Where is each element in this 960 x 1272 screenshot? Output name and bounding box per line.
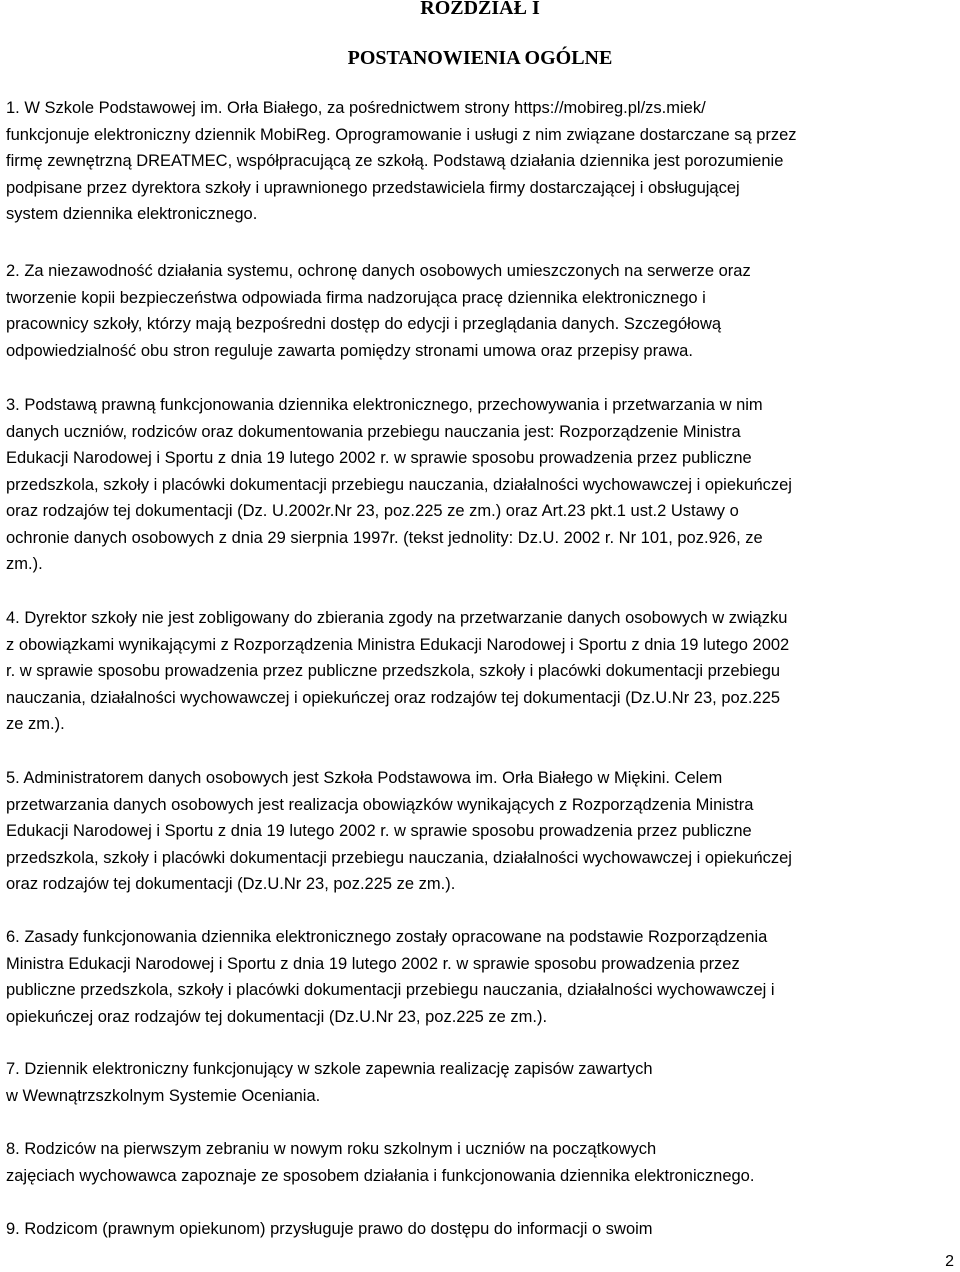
paragraph-5: 5. Administratorem danych osobowych jest Szkoła Podstawowa im. Orła Białego w Miękini. Celem przetwarzania danych osobowych jest realizacja obowiązków wynikających z Rozporządzenia Ministra Edukacji Narodowej i Sportu z dnia 19 lutego 2002 r. w sprawie sposobu prowadzenia przez publiczne przedszkola, szkoły i placówki dokumentacji przebiegu nauczania, działalności wychowawczej i opiekuńczej oraz rodzajów tej dokumentacji (Dz.U.Nr 23, poz.225 ze zm.). <box>6 769 792 893</box>
paragraph-2: 2. Za niezawodność działania systemu, ochronę danych osobowych umieszczonych na serwerze oraz tworzenie kopii bezpieczeństwa odpowiada firma nadzorująca pracę dziennika elektronicznego i pracownicy szkoły, którzy mają bezpośredni dostęp do edycji i przeglądania danych. Szczegółową odpowiedzialność obu stron reguluje zawarta pomiędzy stronami umowa oraz przepisy prawa. <box>6 262 751 360</box>
paragraph-8: 8. Rodziców na pierwszym zebraniu w nowym roku szkolnym i uczniów na początkowych zajęciach wychowawca zapoznaje ze sposobem działania i funkcjonowania dziennika elektronicznego. <box>6 1140 755 1185</box>
paragraph-6: 6. Zasady funkcjonowania dziennika elektronicznego zostały opracowane na podstawie Rozporządzenia Ministra Edukacji Narodowej i Sportu z dnia 19 lutego 2002 r. w sprawie sposobu prowadzenia przez publiczne przedszkola, szkoły i placówki dokumentacji przebiegu nauczania, działalności wychowawczej i opiekuńczej oraz rodzajów tej dokumentacji (Dz.U.Nr 23, poz.225 ze zm.). <box>6 928 775 1026</box>
paragraph-7: 7. Dziennik elektroniczny funkcjonujący w szkole zapewnia realizację zapisów zawartych w Wewnątrzszkolnym Systemie Oceniania. <box>6 1060 653 1105</box>
page-number: 2 <box>945 1253 954 1270</box>
paragraph-3: 3. Podstawą prawną funkcjonowania dziennika elektronicznego, przechowywania i przetwarzania w nim danych uczniów, rodziców oraz dokumentowania przebiegu nauczania jest: Rozporządzenie Ministra Edukacji Narodowej i Sportu z dnia 19 lutego 2002 r. w sprawie sposobu prowadzenia przez publiczne przedszkola, szkoły i placówki dokumentacji przebiegu nauczania, działalności wychowawczej i opiekuńczej oraz rodzajów tej dokumentacji (Dz. U.2002r.Nr 23, poz.225 ze zm.) oraz Art.23 pkt.1 ust.2 Ustawy o ochronie danych osobowych z dnia 29 sierpnia 1997r. (tekst jednolity: Dz.U. 2002 r. Nr 101, poz.926, ze zm.). <box>6 396 792 573</box>
paragraph-1: 1. W Szkole Podstawowej im. Orła Białego, za pośrednictwem strony https://mobireg.pl/zs.miek/ funkcjonuje elektroniczny dziennik MobiReg. Oprogramowanie i usługi z nim związane dostarczane są przez firmę zewnętrzną DREATMEC, współpracującą ze szkołą. Podstawą działania dziennika jest porozumienie podpisane przez dyrektora szkoły i uprawnionego przedstawiciela firmy dostarczającej i obsługującej system dziennika elektronicznego. <box>6 99 797 223</box>
chapter-heading: ROZDZIAŁ I <box>420 0 540 19</box>
paragraph-9: 9. Rodzicom (prawnym opiekunom) przysługuje prawo do dostępu do informacji o swoim <box>6 1220 653 1238</box>
chapter-title: POSTANOWIENIA OGÓLNE <box>347 47 613 69</box>
paragraph-4: 4. Dyrektor szkoły nie jest zobligowany do zbierania zgody na przetwarzanie danych osobowych w związku z obowiązkami wynikającymi z Rozporządzenia Ministra Edukacji Narodowej i Sportu z dnia 19 lutego 2002 r. w sprawie sposobu prowadzenia przez publiczne przedszkola, szkoły i placówki dokumentacji przebiegu nauczania, działalności wychowawczej i opiekuńczej oraz rodzajów tej dokumentacji (Dz.U.Nr 23, poz.225 ze zm.). <box>6 609 790 733</box>
